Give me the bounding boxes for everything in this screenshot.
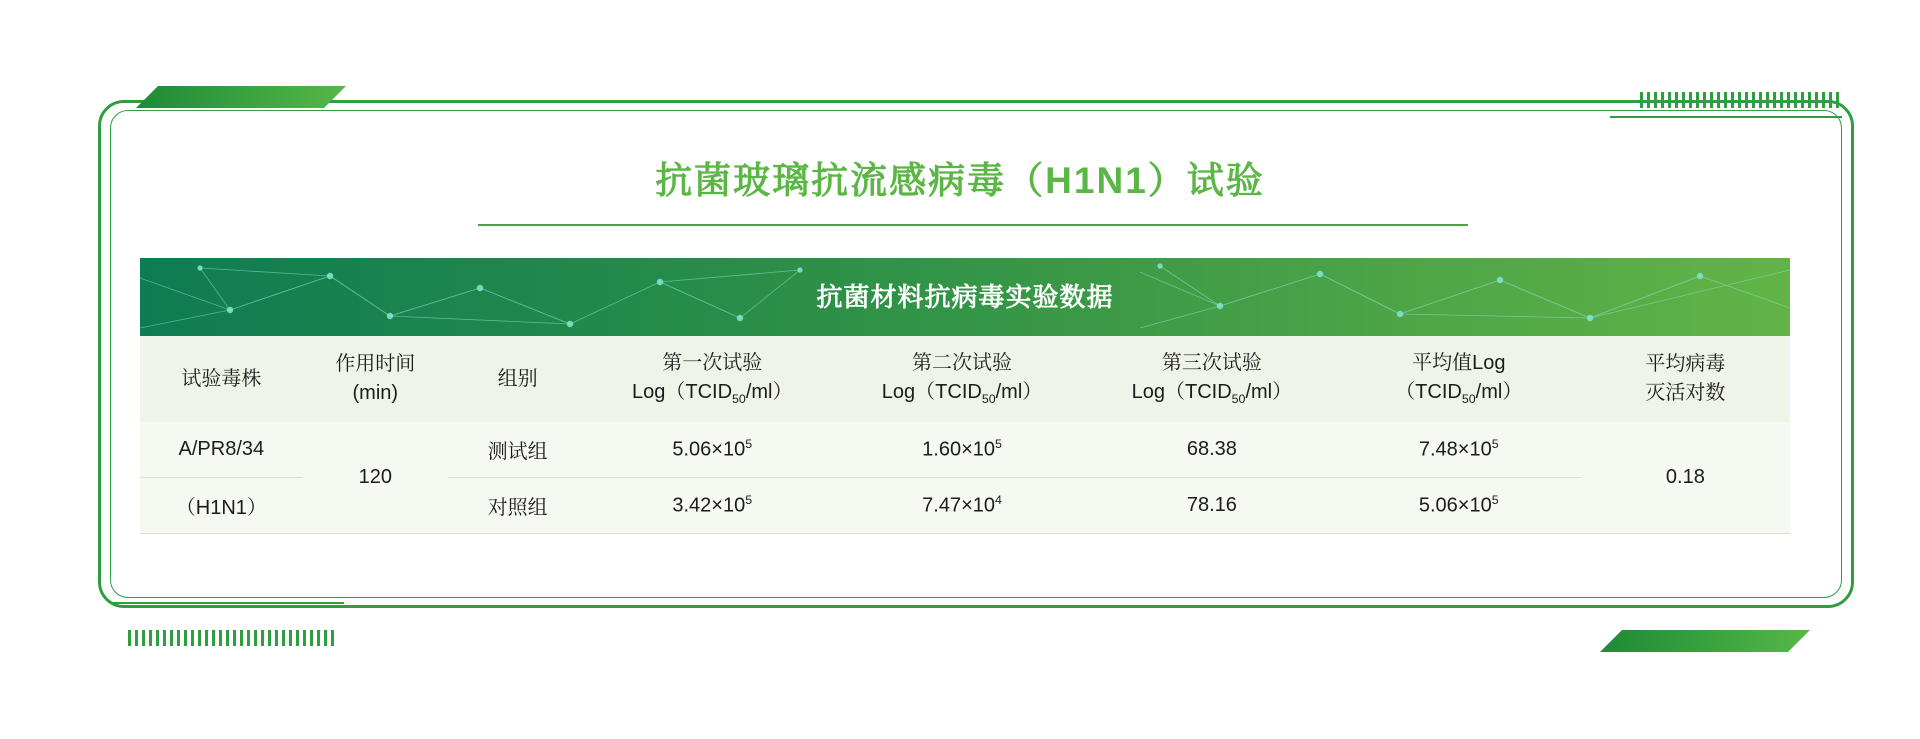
corner-accent-top-left bbox=[136, 86, 346, 108]
value-mantissa: 7.48×10 bbox=[1418, 438, 1492, 461]
th-reduction-line2: 灭活对数 bbox=[1645, 382, 1726, 404]
experiment-data-table bbox=[140, 336, 1790, 534]
cell-test3-row1: 68.38 bbox=[1087, 422, 1337, 478]
th-test2-line2: $Log(TCID_{50}/ml)$ bbox=[881, 381, 1043, 406]
cell-test1-row2 bbox=[587, 478, 837, 534]
th-test1-line2: $Log(TCID_{50}/ml)$ bbox=[631, 381, 793, 406]
cell-test1-row1 bbox=[587, 422, 837, 478]
value-exponent: 5 bbox=[1491, 437, 1499, 452]
cell-duration: 120 bbox=[303, 422, 448, 534]
value-mantissa: 5.06×10 bbox=[1418, 494, 1492, 517]
table-head bbox=[140, 336, 1790, 422]
title-underline bbox=[478, 224, 1468, 226]
cell-mean-row2 bbox=[1337, 478, 1581, 534]
th-test2 bbox=[837, 336, 1087, 422]
edge-line-bottom-left bbox=[112, 602, 344, 604]
value-mantissa: 5.06×10 bbox=[672, 438, 746, 461]
th-mean-line2: $(TCID_{50}/ml)$ bbox=[1395, 381, 1523, 406]
cell-group-test: 测试组 bbox=[448, 422, 587, 478]
cell-test3-row2: 78.16 bbox=[1087, 478, 1337, 534]
cell-avg-log-reduction: 0.18 bbox=[1581, 422, 1790, 534]
th-test3 bbox=[1087, 336, 1337, 422]
corner-accent-bottom-right bbox=[1600, 630, 1810, 652]
th-duration-line1: 作用时间 bbox=[335, 353, 416, 375]
table-header-row bbox=[140, 336, 1790, 422]
hatch-bar-bottom-left bbox=[128, 630, 338, 646]
cell-group-control: 对照组 bbox=[448, 478, 587, 534]
value-exponent: 5 bbox=[745, 437, 753, 452]
value-exponent: 5 bbox=[1491, 493, 1499, 508]
th-group-line1: 组别 bbox=[497, 367, 538, 390]
cell-test2-row1 bbox=[837, 422, 1087, 478]
value-exponent: 5 bbox=[995, 437, 1002, 452]
th-test3-line2: $Log(TCID_{50}/ml)$ bbox=[1131, 381, 1293, 406]
value-exponent: 5 bbox=[745, 493, 753, 508]
th-test1-line1: 第一次试验 bbox=[662, 352, 763, 374]
th-mean bbox=[1337, 336, 1581, 422]
cell-test2-row2 bbox=[837, 478, 1087, 534]
th-test3-line1: 第三次试验 bbox=[1161, 352, 1262, 374]
value-exponent: 4 bbox=[995, 493, 1002, 508]
value-mantissa: 1.60×10 bbox=[922, 438, 996, 461]
edge-line-top-right bbox=[1610, 116, 1842, 118]
page-title: 抗菌玻璃抗流感病毒（H1N1）试验 bbox=[655, 160, 1265, 201]
value-mantissa: 3.42×10 bbox=[672, 494, 746, 517]
th-mean-line1: 平均值Log bbox=[1412, 352, 1506, 374]
th-duration bbox=[303, 336, 448, 422]
cell-mean-row1 bbox=[1337, 422, 1581, 478]
th-group bbox=[448, 336, 587, 422]
th-reduction-line1: 平均病毒 bbox=[1645, 353, 1726, 375]
table-row bbox=[140, 422, 1790, 478]
th-test2-line1: 第二次试验 bbox=[912, 352, 1013, 374]
th-duration-line2: (min) bbox=[352, 382, 399, 404]
table-body bbox=[140, 422, 1790, 534]
th-reduction bbox=[1581, 336, 1790, 422]
th-test1 bbox=[587, 336, 837, 422]
table-band-header bbox=[140, 258, 1790, 336]
hatch-bar-top-right bbox=[1640, 92, 1840, 108]
cell-strain-line1: A/PR8/34 bbox=[140, 422, 303, 478]
th-strain bbox=[140, 336, 303, 422]
band-title-text: 抗菌材料抗病毒实验数据 bbox=[816, 282, 1114, 312]
data-table-container bbox=[140, 258, 1790, 534]
cell-strain-line2: （H1N1） bbox=[140, 478, 303, 534]
value-mantissa: 7.47×10 bbox=[922, 494, 996, 517]
th-strain-line1: 试验毒株 bbox=[181, 367, 262, 390]
